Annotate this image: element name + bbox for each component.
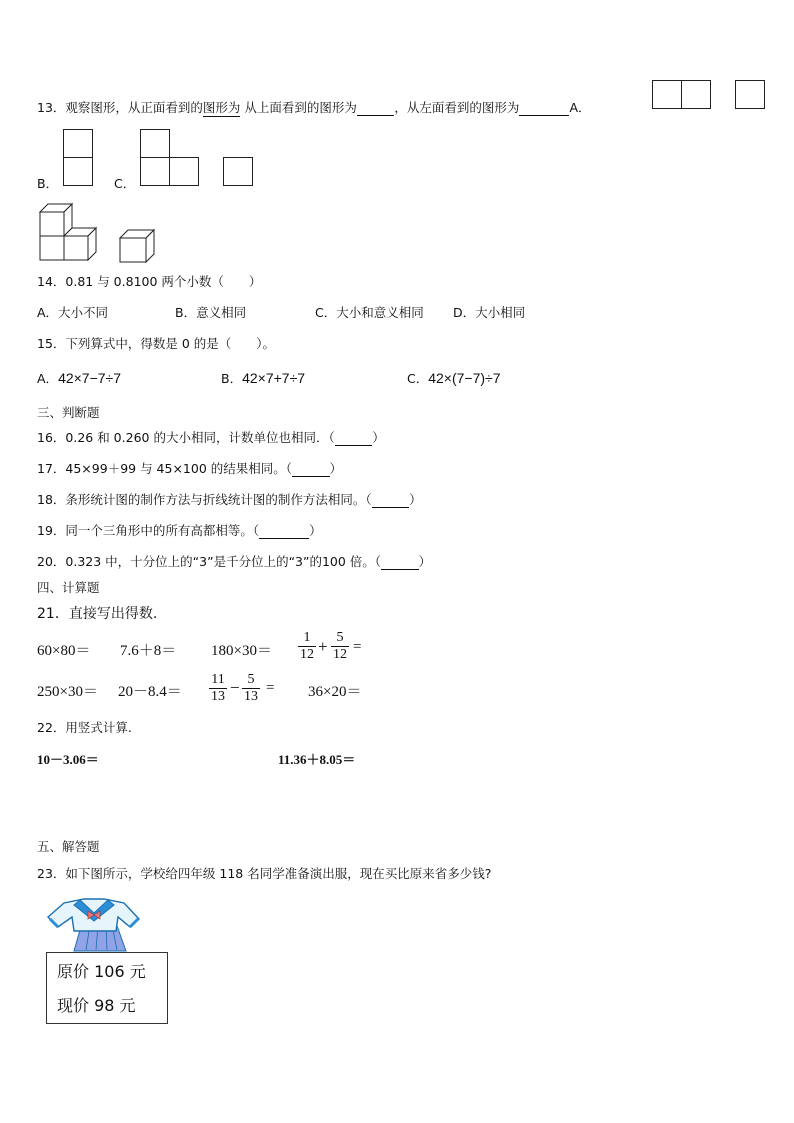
q13-option-b-label: B． xyxy=(37,176,59,191)
option-expression: 42×7−7÷7 xyxy=(58,370,122,386)
calc-36x20: 36×20＝ xyxy=(308,684,362,700)
judgment-blank[interactable] xyxy=(381,554,419,570)
judgment-16 xyxy=(37,428,385,446)
equals-sign: = xyxy=(266,680,275,696)
minus-sign: − xyxy=(230,678,240,697)
q13-text-d: ，从左面看到的图形为 xyxy=(394,100,520,115)
denominator: 13 xyxy=(244,689,258,704)
section-3-heading: 三、判断题 xyxy=(37,405,100,420)
judgment-paren: ） xyxy=(409,492,422,507)
judgment-text: 18．条形统计图的制作方法与折线统计图的制作方法相同。（ xyxy=(37,492,372,507)
numerator: 1 xyxy=(298,630,316,647)
square xyxy=(169,157,199,186)
q23-stem: 23．如下图所示，学校给四年级 118 名同学准备演出服，现在买比原来省多少钱? xyxy=(37,866,492,881)
judgment-blank[interactable] xyxy=(292,461,330,477)
calc-7.6+8: 7.6＋8＝ xyxy=(120,643,177,659)
judgment-text: 17．45×99＋99 与 45×100 的结果相同。（ xyxy=(37,461,293,476)
price-tag xyxy=(46,952,168,1024)
judgment-blank[interactable] xyxy=(372,492,410,508)
option-label: A． xyxy=(37,371,59,386)
square xyxy=(63,157,93,186)
q13-text-b: 图形为 xyxy=(202,100,241,115)
square xyxy=(652,80,682,109)
option-label: C． xyxy=(407,371,429,386)
judgment-paren: ） xyxy=(309,523,322,538)
square xyxy=(681,80,711,109)
option-label: B． xyxy=(221,371,243,386)
option-expression: 42×(7−7)÷7 xyxy=(428,370,501,386)
plus-sign: + xyxy=(318,637,328,656)
q13-option-a-label: A． xyxy=(569,100,591,115)
section-4-heading: 四、计算题 xyxy=(37,580,100,595)
q14-option-d[interactable]: D．大小相同 xyxy=(453,305,526,320)
q15-option-b[interactable] xyxy=(221,369,305,387)
judgment-paren: ） xyxy=(418,554,432,569)
judgment-20 xyxy=(37,552,431,570)
q13-blank-1[interactable] xyxy=(357,100,395,116)
fraction-11-13 xyxy=(209,672,227,705)
judgment-17 xyxy=(37,459,342,477)
q14-option-b[interactable]: B．意义相同 xyxy=(175,305,247,320)
q21-title: 21．直接写出得数. xyxy=(37,606,158,622)
cube-stack-figure xyxy=(36,200,166,266)
judgment-19 xyxy=(37,521,322,539)
q13-number: 13． xyxy=(37,100,66,115)
calc-20-8.4: 20－8.4＝ xyxy=(118,684,182,700)
judgment-text: 19．同一个三角形中的所有高都相等。（ xyxy=(37,523,260,538)
judgment-blank[interactable] xyxy=(259,523,309,539)
calc-250x30: 250×30＝ xyxy=(37,684,98,700)
q15-stem: 15．下列算式中，得数是 0 的是（ ）。 xyxy=(37,336,276,351)
calc-10-3.06: 10－3.06＝ xyxy=(37,752,99,767)
q15-option-a[interactable] xyxy=(37,369,121,387)
section-5-heading: 五、解答题 xyxy=(37,839,100,854)
equals-sign: = xyxy=(353,639,362,655)
judgment-text: 16．0.26 和 0.260 的大小相同，计数单位也相同．（ xyxy=(37,430,335,445)
numerator: 11 xyxy=(209,672,227,689)
denominator: 12 xyxy=(300,647,314,662)
calc-180x30: 180×30＝ xyxy=(211,643,272,659)
numerator: 5 xyxy=(331,630,349,647)
calc-60x80: 60×80＝ xyxy=(37,643,91,659)
q13-blank-2[interactable] xyxy=(519,100,569,116)
denominator: 12 xyxy=(333,647,347,662)
judgment-paren: ） xyxy=(372,430,385,445)
q14-option-a[interactable]: A．大小不同 xyxy=(37,305,109,320)
q13-option-c-label: C． xyxy=(114,176,136,191)
q15-option-c[interactable] xyxy=(407,369,501,387)
q13-text-c: 从上面看到的图形为 xyxy=(240,100,357,115)
calc-11.36+8.05: 11.36＋8.05＝ xyxy=(278,752,356,767)
judgment-text: 20．0.323 中，十分位上的“3”是千分位上的“3”的100 倍。（ xyxy=(37,554,382,569)
square xyxy=(140,157,170,186)
judgment-18 xyxy=(37,490,422,508)
q14-option-c[interactable]: C．大小和意义相同 xyxy=(315,305,424,320)
original-price: 原价 106 元 xyxy=(57,962,146,981)
fraction-1-12 xyxy=(298,630,316,663)
denominator: 13 xyxy=(211,689,225,704)
square xyxy=(140,129,170,158)
numerator: 5 xyxy=(242,672,260,689)
fraction-5-13 xyxy=(242,672,260,705)
option-expression: 42×7+7÷7 xyxy=(242,370,306,386)
judgment-blank[interactable] xyxy=(335,430,373,446)
q13-text-a: 观察图形，从正面看到的 xyxy=(65,100,203,115)
q22-title: 22．用竖式计算. xyxy=(37,720,132,735)
q14-stem: 14．0.81 与 0.8100 两个小数（ ） xyxy=(37,274,262,289)
square xyxy=(735,80,765,109)
uniform-illustration xyxy=(44,895,144,955)
judgment-paren: ） xyxy=(329,461,343,476)
fraction-5-12 xyxy=(331,630,349,663)
square xyxy=(63,129,93,158)
q13-stem xyxy=(37,98,591,117)
current-price: 现价 98 元 xyxy=(57,996,136,1015)
square xyxy=(223,157,253,186)
